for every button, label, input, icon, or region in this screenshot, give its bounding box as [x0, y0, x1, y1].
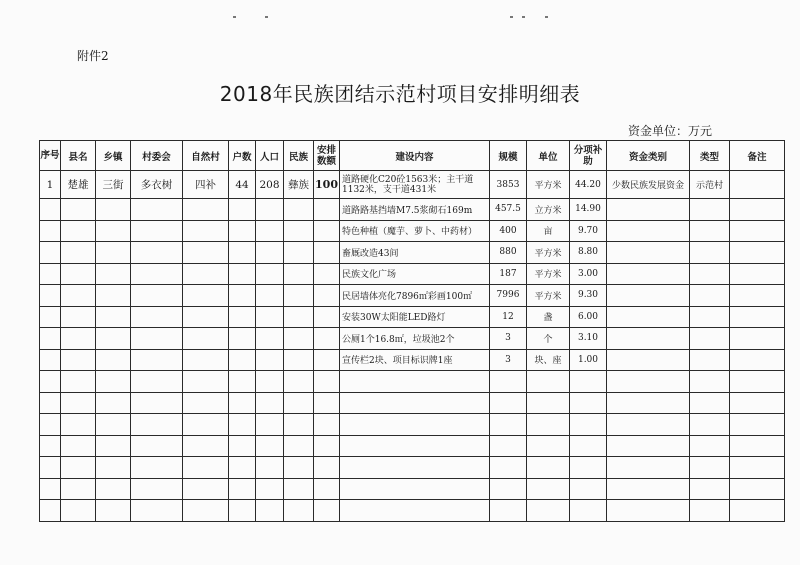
table-cell: 示范村 — [690, 171, 730, 199]
table-cell — [183, 306, 229, 328]
table-cell — [314, 392, 340, 414]
table-row — [40, 306, 785, 328]
table-cell — [690, 328, 730, 350]
table-cell — [229, 306, 256, 328]
table-cell — [229, 328, 256, 350]
table-cell — [490, 500, 527, 522]
table-cell — [570, 371, 607, 393]
table-cell — [570, 435, 607, 457]
table-cell — [183, 392, 229, 414]
table-cell — [256, 392, 284, 414]
header-cell: 备注 — [730, 141, 785, 171]
table-row — [40, 263, 785, 285]
table-cell — [607, 328, 690, 350]
table-cell: 208 — [256, 171, 284, 199]
table-cell — [61, 328, 96, 350]
table-cell — [340, 478, 490, 500]
table-cell — [183, 500, 229, 522]
table-cell — [690, 457, 730, 479]
table-cell — [314, 457, 340, 479]
table-cell — [490, 371, 527, 393]
table-cell: 三街 — [96, 171, 131, 199]
table-cell — [256, 328, 284, 350]
table-cell — [570, 457, 607, 479]
table-cell: 9.70 — [570, 220, 607, 242]
project-table — [39, 140, 785, 522]
table-row — [40, 171, 785, 199]
table-cell: 安装30W太阳能LED路灯 — [340, 306, 490, 328]
table-row — [40, 435, 785, 457]
table-cell — [340, 457, 490, 479]
header-cell: 分项补助 — [570, 141, 607, 171]
table-cell — [730, 171, 785, 199]
table-cell — [730, 328, 785, 350]
table-cell — [229, 457, 256, 479]
table-cell — [607, 392, 690, 414]
table-cell — [131, 457, 183, 479]
table-cell — [570, 500, 607, 522]
table-cell — [40, 457, 61, 479]
table-cell: 187 — [490, 263, 527, 285]
header-cell: 序号 — [40, 141, 61, 171]
table-cell — [229, 371, 256, 393]
table-cell — [183, 199, 229, 221]
table-cell — [229, 435, 256, 457]
table-cell — [256, 220, 284, 242]
table-cell: 块、座 — [527, 349, 570, 371]
table-cell — [570, 414, 607, 436]
table-cell: 100 — [314, 171, 340, 199]
table-cell — [61, 263, 96, 285]
table-cell — [229, 392, 256, 414]
table-cell: 民族文化广场 — [340, 263, 490, 285]
table-cell: 四补 — [183, 171, 229, 199]
table-cell — [314, 220, 340, 242]
header-cell: 乡镇 — [96, 141, 131, 171]
table-cell — [96, 500, 131, 522]
table-cell — [570, 392, 607, 414]
table-cell — [96, 220, 131, 242]
table-cell — [527, 414, 570, 436]
table-cell — [607, 457, 690, 479]
table-row — [40, 220, 785, 242]
table-cell — [690, 285, 730, 307]
table-cell: 立方米 — [527, 199, 570, 221]
table-cell: 道路路基挡墙M7.5浆砌石169m — [340, 199, 490, 221]
table-cell — [40, 306, 61, 328]
table-cell — [96, 392, 131, 414]
table-cell — [229, 500, 256, 522]
table-cell: 平方米 — [527, 263, 570, 285]
table-row — [40, 349, 785, 371]
table-cell — [490, 457, 527, 479]
table-cell — [183, 328, 229, 350]
table-cell — [61, 242, 96, 264]
table-cell — [607, 199, 690, 221]
table-cell — [40, 328, 61, 350]
table-cell: 特色种植（魔芋、萝卜、中药材） — [340, 220, 490, 242]
table-cell: 7996 — [490, 285, 527, 307]
table-cell — [256, 435, 284, 457]
table-row — [40, 371, 785, 393]
table-cell — [284, 435, 314, 457]
header-cell: 村委会 — [131, 141, 183, 171]
table-cell: 道路硬化C20砼1563米；主干道1132米，支干道431米 — [340, 171, 490, 199]
table-header-row — [40, 141, 785, 171]
table-cell — [570, 478, 607, 500]
table-cell — [607, 349, 690, 371]
table-cell — [314, 199, 340, 221]
table-cell — [131, 371, 183, 393]
table-cell — [607, 435, 690, 457]
table-cell — [256, 242, 284, 264]
table-cell: 平方米 — [527, 171, 570, 199]
table-cell: 3 — [490, 349, 527, 371]
table-cell — [40, 242, 61, 264]
table-cell — [730, 349, 785, 371]
table-cell — [490, 435, 527, 457]
table-cell — [131, 199, 183, 221]
table-cell: 8.80 — [570, 242, 607, 264]
table-cell — [607, 500, 690, 522]
table-cell — [256, 285, 284, 307]
table-cell — [284, 328, 314, 350]
table-row — [40, 328, 785, 350]
table-cell — [690, 263, 730, 285]
table-row — [40, 199, 785, 221]
table-cell — [183, 478, 229, 500]
table-cell: 个 — [527, 328, 570, 350]
table-cell — [229, 478, 256, 500]
table-cell — [527, 435, 570, 457]
table-row — [40, 285, 785, 307]
table-cell: 盏 — [527, 306, 570, 328]
table-cell: 400 — [490, 220, 527, 242]
table-cell: 3.10 — [570, 328, 607, 350]
table-cell: 6.00 — [570, 306, 607, 328]
table-cell — [96, 263, 131, 285]
table-cell — [730, 306, 785, 328]
table-cell — [314, 414, 340, 436]
table-cell — [314, 349, 340, 371]
table-cell — [314, 500, 340, 522]
table-cell — [284, 414, 314, 436]
table-cell — [256, 349, 284, 371]
table-cell — [61, 285, 96, 307]
table-cell: 宣传栏2块、项目标识牌1座 — [340, 349, 490, 371]
table-cell — [131, 306, 183, 328]
table-cell — [96, 478, 131, 500]
table-cell — [284, 242, 314, 264]
table-cell — [256, 457, 284, 479]
table-cell — [96, 199, 131, 221]
table-cell — [730, 285, 785, 307]
table-cell: 3.00 — [570, 263, 607, 285]
table-cell: 44 — [229, 171, 256, 199]
table-cell — [61, 199, 96, 221]
table-cell — [607, 306, 690, 328]
header-cell: 规模 — [490, 141, 527, 171]
table-cell — [40, 371, 61, 393]
table-cell — [61, 392, 96, 414]
table-cell — [229, 220, 256, 242]
table-cell — [690, 435, 730, 457]
table-row — [40, 500, 785, 522]
table-cell: 9.30 — [570, 285, 607, 307]
table-cell — [730, 414, 785, 436]
table-cell: 亩 — [527, 220, 570, 242]
table-cell — [527, 478, 570, 500]
table-cell — [183, 414, 229, 436]
table-cell — [607, 285, 690, 307]
table-cell — [690, 371, 730, 393]
table-cell — [40, 414, 61, 436]
table-cell: 少数民族发展资金 — [607, 171, 690, 199]
table-cell — [61, 500, 96, 522]
table-cell — [340, 500, 490, 522]
table-cell — [256, 306, 284, 328]
table-cell — [607, 220, 690, 242]
table-cell — [96, 414, 131, 436]
unit-label: 资金单位：万元 — [628, 124, 713, 138]
table-cell — [40, 263, 61, 285]
table-cell — [730, 457, 785, 479]
header-cell: 人口 — [256, 141, 284, 171]
table-cell: 民居墙体亮化7896㎡彩画100㎡ — [340, 285, 490, 307]
table-cell — [131, 500, 183, 522]
table-cell — [527, 392, 570, 414]
table-cell — [340, 435, 490, 457]
table-cell — [314, 328, 340, 350]
table-cell — [183, 457, 229, 479]
table-cell — [314, 285, 340, 307]
table-cell — [131, 349, 183, 371]
header-cell: 单位 — [527, 141, 570, 171]
table-cell — [690, 306, 730, 328]
table-cell — [183, 263, 229, 285]
table-cell: 14.90 — [570, 199, 607, 221]
table-cell — [284, 263, 314, 285]
table-cell — [96, 435, 131, 457]
table-cell — [183, 371, 229, 393]
table-cell — [690, 392, 730, 414]
table-cell — [607, 242, 690, 264]
table-row — [40, 392, 785, 414]
table-cell: 平方米 — [527, 242, 570, 264]
table-cell — [96, 371, 131, 393]
table-cell — [730, 220, 785, 242]
table-cell — [256, 371, 284, 393]
table-cell — [607, 414, 690, 436]
table-cell: 12 — [490, 306, 527, 328]
table-cell — [131, 478, 183, 500]
table-cell — [730, 500, 785, 522]
table-cell — [131, 263, 183, 285]
table-cell — [690, 500, 730, 522]
table-cell — [490, 414, 527, 436]
table-cell — [183, 242, 229, 264]
table-cell — [229, 349, 256, 371]
table-cell — [284, 457, 314, 479]
table-cell — [40, 435, 61, 457]
table-cell — [730, 263, 785, 285]
table-cell — [314, 306, 340, 328]
table-cell — [314, 263, 340, 285]
table-cell — [229, 263, 256, 285]
table-cell — [40, 392, 61, 414]
table-cell — [40, 349, 61, 371]
table-cell — [730, 199, 785, 221]
table-cell — [607, 263, 690, 285]
table-cell — [490, 478, 527, 500]
table-cell — [61, 371, 96, 393]
table-cell — [40, 285, 61, 307]
table-cell — [284, 478, 314, 500]
table-cell — [314, 478, 340, 500]
table-cell — [527, 457, 570, 479]
table-row — [40, 414, 785, 436]
page-title: 2018年民族团结示范村项目安排明细表 — [219, 82, 581, 106]
table-cell: 楚雄 — [61, 171, 96, 199]
table-cell — [690, 349, 730, 371]
table-cell — [256, 500, 284, 522]
table-cell — [183, 285, 229, 307]
table-cell — [131, 220, 183, 242]
table-cell: 平方米 — [527, 285, 570, 307]
table-cell — [256, 199, 284, 221]
table-cell: 公厕1个16.8㎡，垃圾池2个 — [340, 328, 490, 350]
table-cell — [690, 220, 730, 242]
table-cell — [229, 414, 256, 436]
table-cell — [96, 349, 131, 371]
table-cell — [229, 199, 256, 221]
table-cell — [730, 392, 785, 414]
table-cell — [96, 457, 131, 479]
table-cell — [340, 371, 490, 393]
table-cell — [131, 242, 183, 264]
table-cell — [256, 414, 284, 436]
table-cell — [690, 199, 730, 221]
table-cell — [131, 435, 183, 457]
table-cell — [96, 328, 131, 350]
table-cell: 畜厩改造43间 — [340, 242, 490, 264]
table-cell — [314, 242, 340, 264]
table-cell — [131, 285, 183, 307]
table-cell — [284, 500, 314, 522]
table-cell: 1 — [40, 171, 61, 199]
table-cell — [284, 392, 314, 414]
header-cell: 县名 — [61, 141, 96, 171]
table-cell: 880 — [490, 242, 527, 264]
table-cell — [340, 392, 490, 414]
table-cell — [61, 349, 96, 371]
table-cell — [314, 371, 340, 393]
table-cell: 多衣树 — [131, 171, 183, 199]
table-cell — [131, 328, 183, 350]
table-cell: 457.5 — [490, 199, 527, 221]
table-cell — [527, 500, 570, 522]
table-cell — [340, 414, 490, 436]
table-cell — [131, 414, 183, 436]
table-cell — [527, 371, 570, 393]
table-cell — [490, 392, 527, 414]
table-cell — [284, 306, 314, 328]
table-row — [40, 242, 785, 264]
table-cell — [183, 435, 229, 457]
table-cell — [730, 371, 785, 393]
table-cell — [183, 349, 229, 371]
table-row — [40, 457, 785, 479]
table-cell — [256, 263, 284, 285]
table-cell — [61, 414, 96, 436]
header-cell: 建设内容 — [340, 141, 490, 171]
header-cell: 资金类别 — [607, 141, 690, 171]
table-cell: 3853 — [490, 171, 527, 199]
table-cell — [607, 478, 690, 500]
table-cell — [96, 285, 131, 307]
table-cell — [96, 242, 131, 264]
table-cell — [730, 435, 785, 457]
table-cell — [284, 285, 314, 307]
table-cell — [229, 285, 256, 307]
table-cell — [229, 242, 256, 264]
table-cell — [730, 478, 785, 500]
table-cell: 1.00 — [570, 349, 607, 371]
table-cell — [61, 306, 96, 328]
table-cell — [607, 371, 690, 393]
header-cell: 类型 — [690, 141, 730, 171]
table-cell — [183, 220, 229, 242]
table-cell — [40, 199, 61, 221]
table-row — [40, 478, 785, 500]
header-cell: 民族 — [284, 141, 314, 171]
table-cell: 3 — [490, 328, 527, 350]
table-cell — [40, 220, 61, 242]
attachment-label: 附件2 — [77, 49, 109, 63]
table-cell — [131, 392, 183, 414]
table-cell — [690, 478, 730, 500]
table-cell — [61, 435, 96, 457]
table-cell — [40, 500, 61, 522]
table-cell — [61, 220, 96, 242]
table-cell — [284, 349, 314, 371]
table-cell — [284, 199, 314, 221]
header-cell: 户数 — [229, 141, 256, 171]
header-cell: 安排数额 — [314, 141, 340, 171]
table-cell — [314, 435, 340, 457]
table-cell — [284, 220, 314, 242]
table-cell — [40, 478, 61, 500]
table-cell — [284, 371, 314, 393]
table-cell — [61, 478, 96, 500]
table-cell — [256, 478, 284, 500]
table-cell — [96, 306, 131, 328]
table-cell — [730, 242, 785, 264]
table-cell: 44.20 — [570, 171, 607, 199]
table-cell — [690, 242, 730, 264]
table-cell: 彝族 — [284, 171, 314, 199]
header-cell: 自然村 — [183, 141, 229, 171]
table-cell — [61, 457, 96, 479]
table-cell — [690, 414, 730, 436]
